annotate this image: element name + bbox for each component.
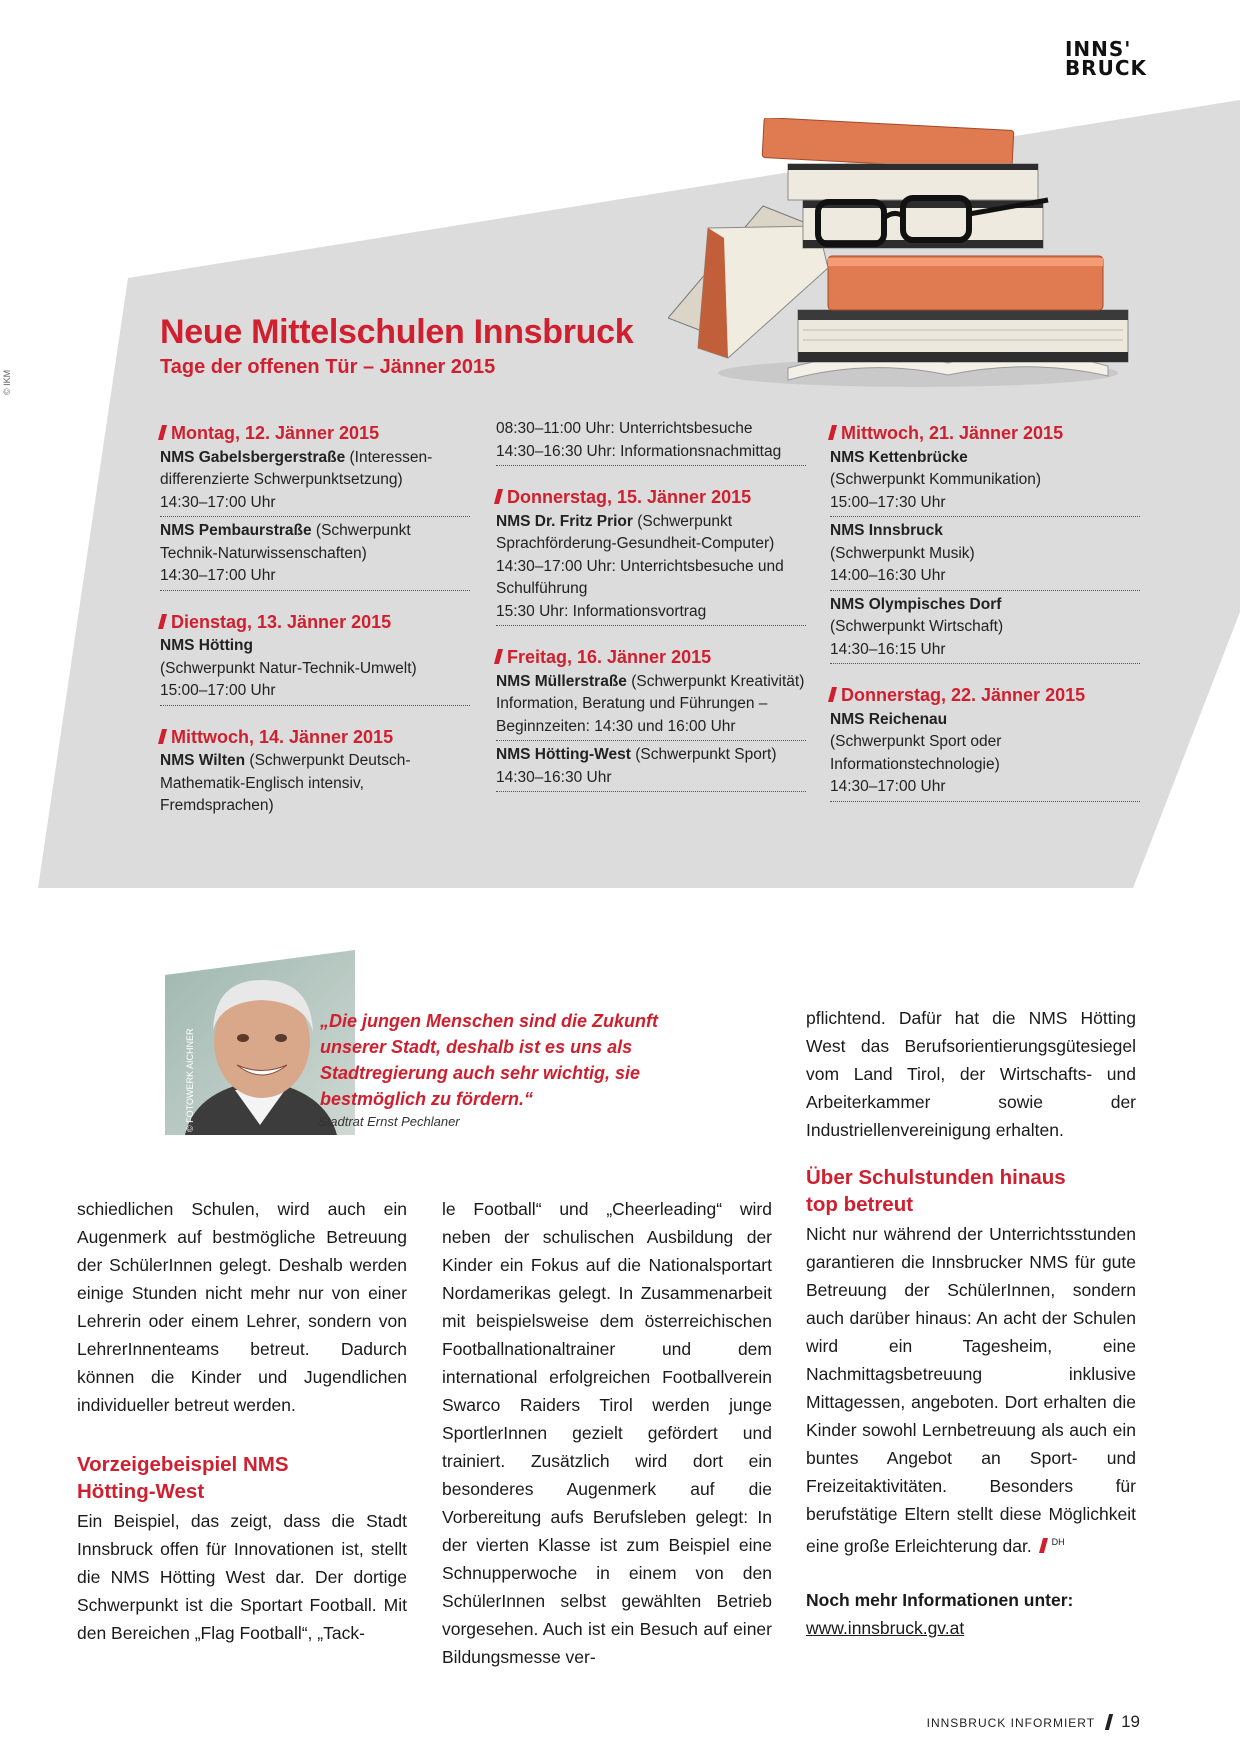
- article-column-3: [806, 1004, 1136, 1642]
- page-number: 19: [1121, 1712, 1140, 1731]
- schedule-entry: NMS Pembaurstraße (Schwerpunkt Technik-Naturwissenschaften) 14:30–17:00 Uhr: [160, 520, 470, 591]
- books-illustration: [668, 118, 1143, 390]
- red-slash-icon: [494, 649, 503, 664]
- article-column-2: [442, 1195, 772, 1671]
- pull-quote: „Die jungen Menschen sind die Zukunft unserer Stadt, deshalb ist es uns als Stadtregierung auch sehr wichtig, sie bestmöglich zu fördern.“: [320, 1011, 659, 1109]
- schedule-entry: 08:30–11:00 Uhr: Unterrichtsbesuche 14:30–16:30 Uhr: Informationsnachmittag: [496, 418, 806, 466]
- red-slash-icon: [828, 425, 837, 440]
- schedule-column-1: [160, 422, 470, 818]
- day-heading: Montag, 12. Jänner 2015: [160, 422, 470, 445]
- day-heading: Mittwoch, 21. Jänner 2015: [830, 422, 1140, 445]
- page-title: Neue Mittelschulen Innsbruck: [160, 313, 634, 351]
- article-column-1: [77, 1195, 407, 1647]
- day-heading: Mittwoch, 14. Jänner 2015: [160, 726, 470, 749]
- section-heading: Über Schulstunden hinaus top betreut: [806, 1166, 1066, 1216]
- more-info-label: Noch mehr Informationen unter:: [806, 1589, 1074, 1610]
- section-heading: Vorzeigebeispiel NMS Hötting-West: [77, 1453, 289, 1503]
- red-slash-icon: [158, 614, 167, 629]
- schedule-entry: NMS Hötting-West (Schwerpunkt Sport) 14:30–16:30 Uhr: [496, 744, 806, 792]
- side-photo-credit: © IKM: [2, 369, 12, 395]
- red-slash-icon: [158, 729, 167, 744]
- red-slash-icon: [828, 687, 837, 702]
- innsbruck-logo: INNS' BRUCK: [1064, 37, 1147, 80]
- footer-slash-icon: [1105, 1714, 1113, 1730]
- portrait-credit: © FOTOWERK AICHNER: [185, 1028, 195, 1132]
- schedule-entry: NMS Dr. Fritz Prior (Schwerpunkt Sprachförderung-Gesundheit-Computer) 14:30–17:00 Uhr: Unterrichtsbesuche und Schulführung 15:30 Uhr: Informationsvortrag: [496, 511, 806, 627]
- article-paragraph: le Football“ und „Cheerleading“ wird neben der schulischen Ausbildung der Kinder ein Fokus auf die Nationalsportart Nordamerikas gelegt. In Zusammenarbeit mit beispielsweise dem österreichischen Footballnationaltrainer und dem international erfolgreichen Footballverein Swarco Raiders Tirol werden junge SportlerInnen gezielt gefördert und trainiert. Zusätzlich wird dort ein besonderes Augenmerk auf die Vorbereitung aufs Berufsleben gelegt: In der vierten Klasse ist zum Beispiel eine Schnupperwoche in einem von den SchülerInnen selbst gewählten Betrieb vorgesehen. Auch ist ein Besuch auf einer Bildungsmesse ver-: [442, 1199, 772, 1667]
- red-slash-icon: [158, 425, 167, 440]
- day-heading: Donnerstag, 22. Jänner 2015: [830, 684, 1140, 707]
- red-slash-icon: [1039, 1538, 1048, 1553]
- article-paragraph: pflichtend. Dafür hat die NMS Hötting West das Berufsorientierungsgütesiegel vom Land Tirol, der Wirtschafts- und Arbeiterkammer sowie der Industriellenvereinigung erhalten.: [806, 1008, 1136, 1140]
- day-heading: Freitag, 16. Jänner 2015: [496, 646, 806, 669]
- article-paragraph: Ein Beispiel, das zeigt, dass die Stadt Innsbruck offen für Innovationen ist, stellt die NMS Hötting West dar. Der dortige Schwerpunkt ist die Sportart Football. Mit den Bereichen „Flag Football“, „Tack-: [77, 1511, 407, 1643]
- page-subtitle: Tage der offenen Tür – Jänner 2015: [160, 356, 496, 378]
- red-slash-icon: [494, 489, 503, 504]
- article-paragraph: Nicht nur während der Unterrichtsstunden garantieren die Innsbrucker NMS für gute Betreuung der SchülerInnen, sondern auch darüber hinaus: An acht der Schulen wird ein Tagesheim, eine Nachmittagsbetreuung inklusive Mittagessen, angeboten. Dort erhalten die Kinder sowohl Lernbetreuung als auch ein buntes Angebot an Sport- und Freizeitaktivitäten. Besonders für berufstätige Eltern stellt diese Möglichkeit eine große Erleichterung dar. $^{DH}$: [806, 1224, 1136, 1556]
- article-paragraph: schiedlichen Schulen, wird auch ein Augenmerk auf bestmögliche Betreuung der SchülerInnen gelegt. Deshalb werden einige Stunden nicht mehr nur von einer Lehrerin oder einem Lehrer, sondern von LehrerInnenteams betreut. Dadurch können die Kinder und Jugendlichen individueller betreut werden.: [77, 1199, 407, 1415]
- schedule-entry: NMS Kettenbrücke (Schwerpunkt Kommunikation) 15:00–17:30 Uhr: [830, 447, 1140, 518]
- website-link[interactable]: www.innsbruck.gv.at: [806, 1617, 965, 1638]
- schedule-entry: NMS Olympisches Dorf (Schwerpunkt Wirtschaft) 14:30–16:15 Uhr: [830, 594, 1140, 665]
- schedule-entry: NMS Gabelsbergerstraße (Interessen-differenzierte Schwerpunktsetzung) 14:30–17:00 Uhr: [160, 447, 470, 518]
- schedule-entry: NMS Hötting (Schwerpunkt Natur-Technik-Umwelt) 15:00–17:00 Uhr: [160, 635, 470, 706]
- schedule-entry: NMS Reichenau (Schwerpunkt Sport oder Informationstechnologie) 14:30–17:00 Uhr: [830, 709, 1140, 802]
- schedule-column-2: [496, 418, 806, 795]
- schedule-entry: NMS Müllerstraße (Schwerpunkt Kreativität) Information, Beratung und Führungen – Beginnzeiten: 14:30 und 16:00 Uhr: [496, 671, 806, 742]
- schedule-column-3: [830, 422, 1140, 805]
- quote-author: Stadtrat Ernst Pechlaner: [318, 1114, 460, 1129]
- day-heading: Dienstag, 13. Jänner 2015: [160, 611, 470, 634]
- footer-label: INNSBRUCK INFORMIERT: [926, 1716, 1096, 1730]
- schedule-entry: NMS Innsbruck (Schwerpunkt Musik) 14:00–16:30 Uhr: [830, 520, 1140, 591]
- page-footer: [927, 1712, 1140, 1732]
- schedule-entry: NMS Wilten (Schwerpunkt Deutsch-Mathematik-Englisch intensiv, Fremdsprachen): [160, 752, 411, 814]
- day-heading: Donnerstag, 15. Jänner 2015: [496, 486, 806, 509]
